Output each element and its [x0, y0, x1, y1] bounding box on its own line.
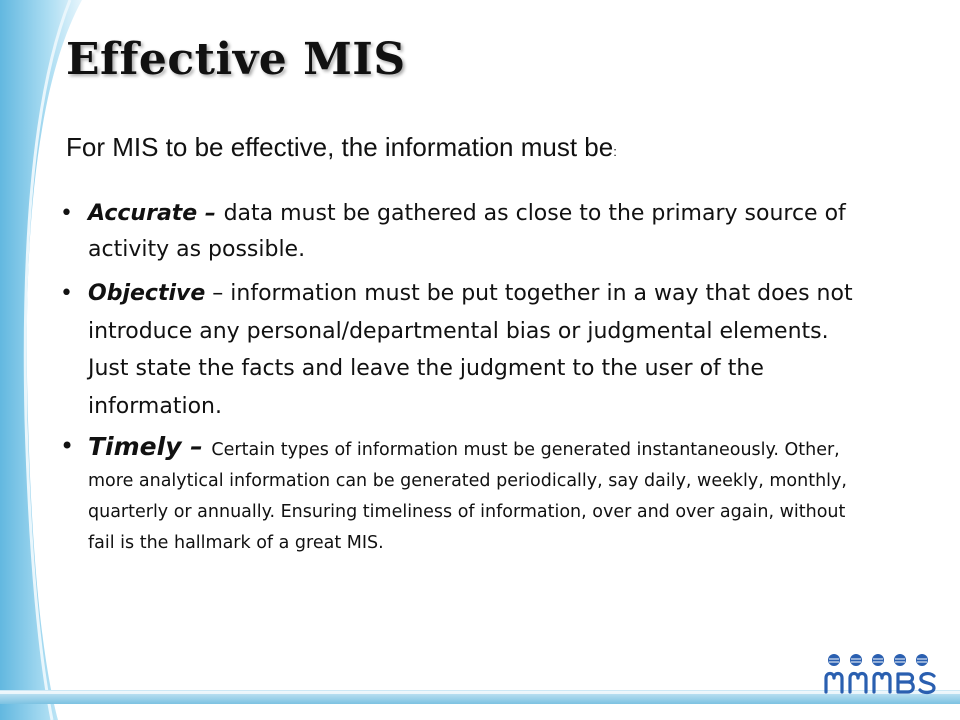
bullet-accurate	[60, 196, 860, 268]
slide-title: Effective MIS	[66, 34, 406, 85]
logo-dot	[894, 654, 906, 666]
bullet-dash: –	[205, 281, 231, 306]
logo-dot	[850, 654, 862, 666]
bullet-text: information must be put together in a way that does not introduce any personal/departmental bias or judgmental elements. Just state the facts and leave the judgment to the user of the information.	[88, 281, 853, 419]
bullet-term: Accurate	[88, 201, 198, 226]
bullet-text: data must be gathered as close to the primary source of activity as possible.	[88, 201, 846, 262]
bullet-list	[60, 196, 860, 559]
organization-logo	[820, 652, 940, 698]
bullet-timely	[60, 431, 860, 559]
bullet-term: Timely	[88, 432, 182, 461]
logo-dots	[828, 654, 928, 666]
bullet-objective	[60, 275, 860, 425]
bullet-text: Certain types of information must be generated instantaneously. Other, more analytical information can be generated periodically, say daily, weekly, monthly, quarterly or annually. Ensuring timeliness of information, over and over again, without fail is the hallmark of a great MIS.	[88, 440, 847, 553]
logo-dot	[916, 654, 928, 666]
subtitle-text: For MIS to be effective, the information must be	[66, 132, 614, 162]
bullet-dash: –	[181, 432, 212, 461]
logo-wordmark	[826, 674, 934, 693]
bullet-term: Objective	[88, 281, 206, 306]
subtitle-colon: :	[613, 144, 617, 159]
slide-subtitle	[66, 132, 617, 163]
bottom-bar-shine	[0, 691, 960, 694]
bullet-dash: –	[197, 201, 224, 226]
logo-dot	[872, 654, 884, 666]
logo-dot	[828, 654, 840, 666]
